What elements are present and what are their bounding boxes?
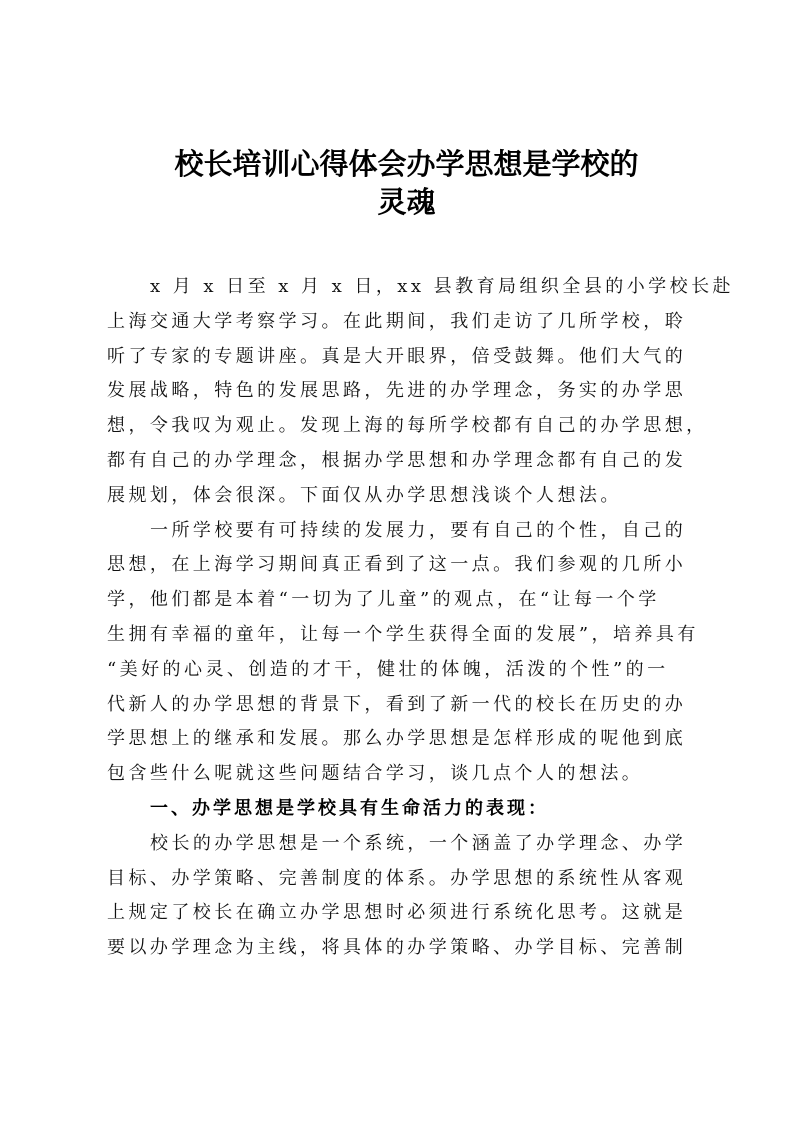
paragraph-line: 听了专家的专题讲座。真是大开眼界，倍受鼓舞。他们大气的 xyxy=(107,345,687,367)
paragraph-line: 发展战略，特色的发展思路，先进的办学理念，务实的办学思 xyxy=(107,380,687,402)
paragraph-line: 代新人的办学思想的背景下，看到了新一代的校长在历史的办 xyxy=(107,693,687,715)
paragraph-line: 展规划，体会很深。下面仅从办学思想浅谈个人想法。 xyxy=(107,484,622,506)
title-line-1: 校长培训心得体会办学思想是学校的 xyxy=(174,147,639,181)
title-line-2: 灵魂 xyxy=(377,185,436,219)
document-body xyxy=(107,270,734,966)
paragraph-1 xyxy=(107,270,734,514)
paragraph-line: 学，他们都是本着“一切为了儿童”的观点，在“让每一个学 xyxy=(107,589,660,611)
paragraph-line: 目标、办学策略、完善制度的体系。办学思想的系统性从客观 xyxy=(107,867,687,889)
paragraph-line: x 月 x 日至 x 月 x 日，xx 县教育局组织全县的小学校长赴 xyxy=(150,276,734,297)
paragraph-line: 校长的办学思想是一个系统，一个涵盖了办学理念、办学 xyxy=(150,832,687,854)
paragraph-line: 要以办学理念为主线，将具体的办学策略、办学目标、完善制 xyxy=(107,937,687,959)
paragraph-line: 思想，在上海学习期间真正看到了这一点。我们参观的几所小 xyxy=(107,554,687,576)
paragraph-line: 上海交通大学考察学习。在此期间，我们走访了几所学校，聆 xyxy=(107,310,687,332)
section-heading-text: 一、办学思想是学校具有生命活力的表现： xyxy=(150,797,549,819)
paragraph-line: 包含些什么呢就这些问题结合学习，谈几点个人的想法。 xyxy=(107,763,644,785)
section-heading-1 xyxy=(107,792,707,827)
paragraph-line: “美好的心灵、创造的才干，健壮的体魄，活泼的个性”的一 xyxy=(107,658,669,680)
paragraph-line: 学思想上的继承和发展。那么办学思想是怎样形成的呢他到底 xyxy=(107,728,687,750)
paragraph-line: 想，令我叹为观止。发现上海的每所学校都有自己的办学思想， xyxy=(107,415,708,437)
paragraph-2 xyxy=(107,514,707,792)
paragraph-line: 都有自己的办学理念，根据办学思想和办学理念都有自己的发 xyxy=(107,449,687,471)
paragraph-3 xyxy=(107,827,707,966)
paragraph-line: 一所学校要有可持续的发展力，要有自己的个性，自己的 xyxy=(150,519,687,541)
document-title xyxy=(100,145,713,221)
paragraph-line: 上规定了校长在确立办学思想时必须进行系统化思考。这就是 xyxy=(107,902,687,924)
paragraph-line: 生拥有幸福的童年，让每一个学生获得全面的发展”，培养具有 xyxy=(107,623,699,645)
